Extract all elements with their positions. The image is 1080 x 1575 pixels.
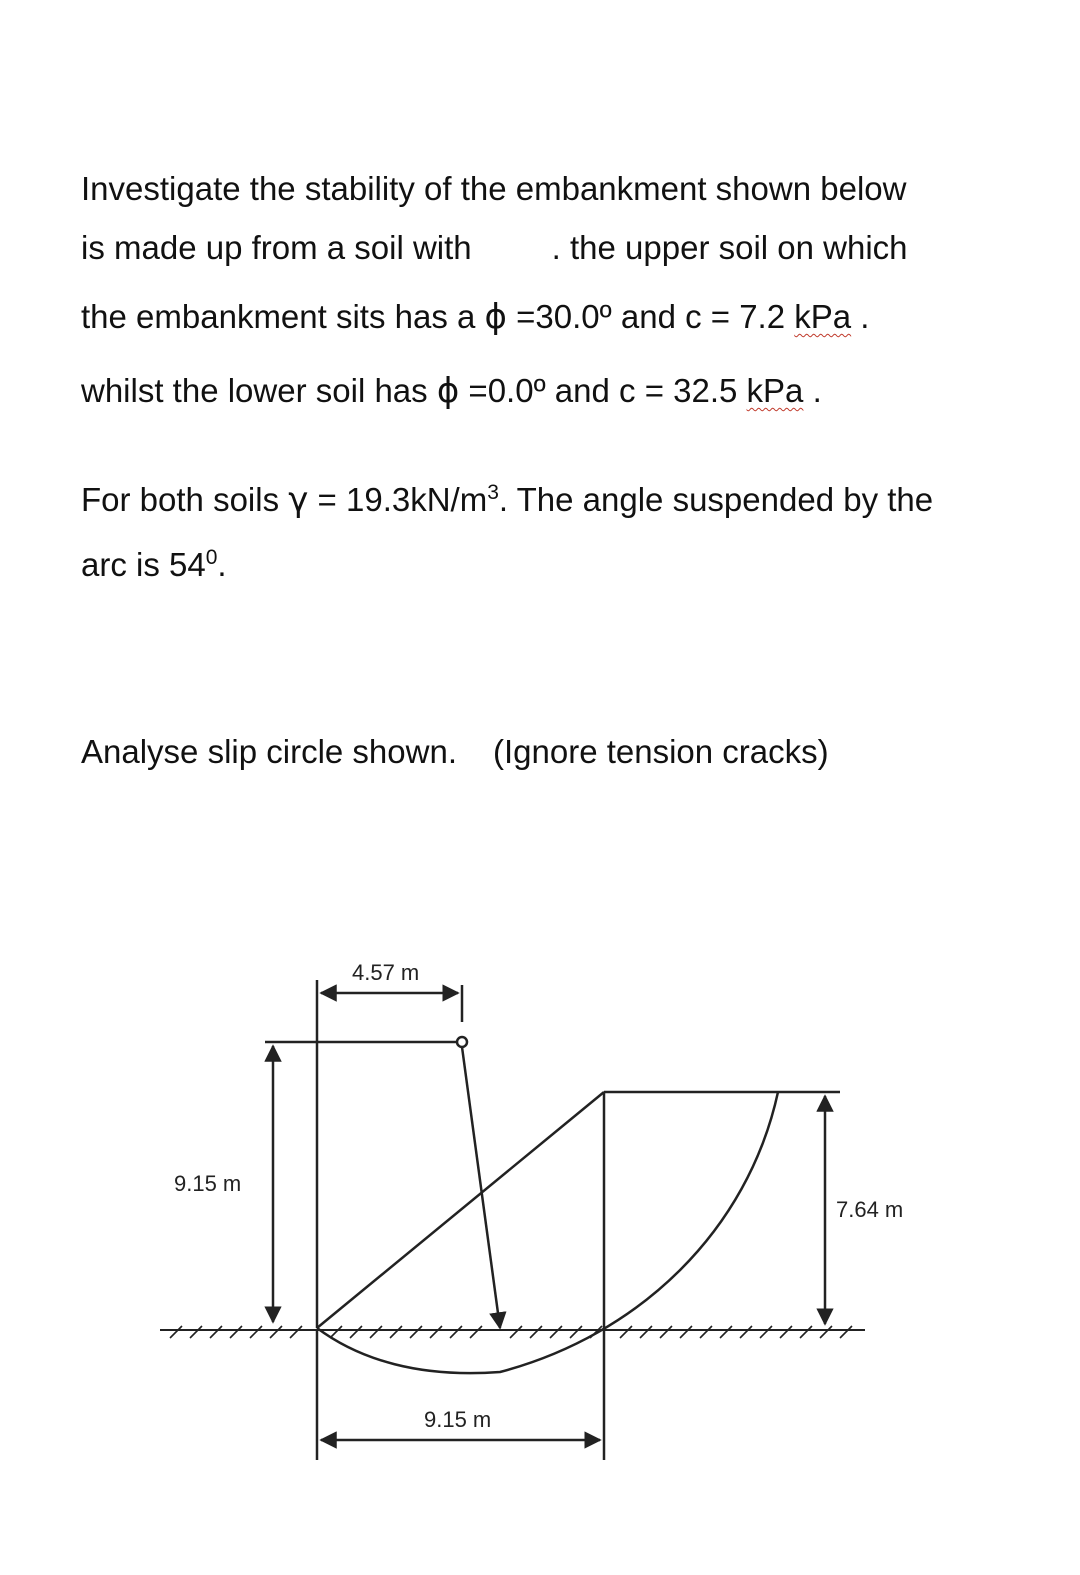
problem-text: .	[851, 298, 870, 335]
problem-text: whilst the lower soil has	[81, 372, 428, 409]
problem-text: (Ignore tension cracks)	[493, 733, 829, 770]
circle-centre	[457, 1037, 467, 1047]
label-bottom-width: 9.15 m	[424, 1407, 492, 1432]
problem-text: .	[803, 372, 822, 409]
problem-text: arc is 54	[81, 546, 206, 583]
label-top-width: 4.57 m	[352, 960, 420, 985]
problem-text: Analyse slip circle shown.	[81, 733, 457, 770]
problem-text: . the upper soil on which	[551, 229, 908, 266]
radius-line	[462, 1047, 500, 1328]
problem-text: is made up from a soil with	[81, 229, 472, 266]
label-right-height: 7.64 m	[836, 1197, 904, 1222]
phi-symbol: ϕ	[436, 371, 460, 411]
problem-text: . The angle suspended by the	[498, 481, 934, 518]
problem-text: For both soils	[81, 481, 289, 518]
problem-text: =0.0º and c = 32.5	[459, 372, 747, 409]
problem-text: Investigate the stability of the embankment shown below	[81, 170, 907, 207]
problem-text: .	[217, 546, 227, 583]
superscript-degree: 0	[205, 546, 218, 569]
unit-kpa: kPa	[794, 298, 852, 335]
ground-hatching	[170, 1326, 852, 1338]
unit-kpa: kPa	[746, 372, 804, 409]
embankment-slope	[317, 1092, 604, 1328]
problem-text: =30.0º and c = 7.2	[506, 298, 795, 335]
superscript-3: 3	[487, 481, 499, 504]
label-left-height: 9.15 m	[174, 1171, 242, 1196]
problem-text: the embankment sits has a	[81, 298, 476, 335]
problem-text: = 19.3kN/m	[308, 481, 488, 518]
phi-symbol: ϕ	[484, 297, 507, 337]
gamma-symbol: γ	[288, 480, 309, 520]
